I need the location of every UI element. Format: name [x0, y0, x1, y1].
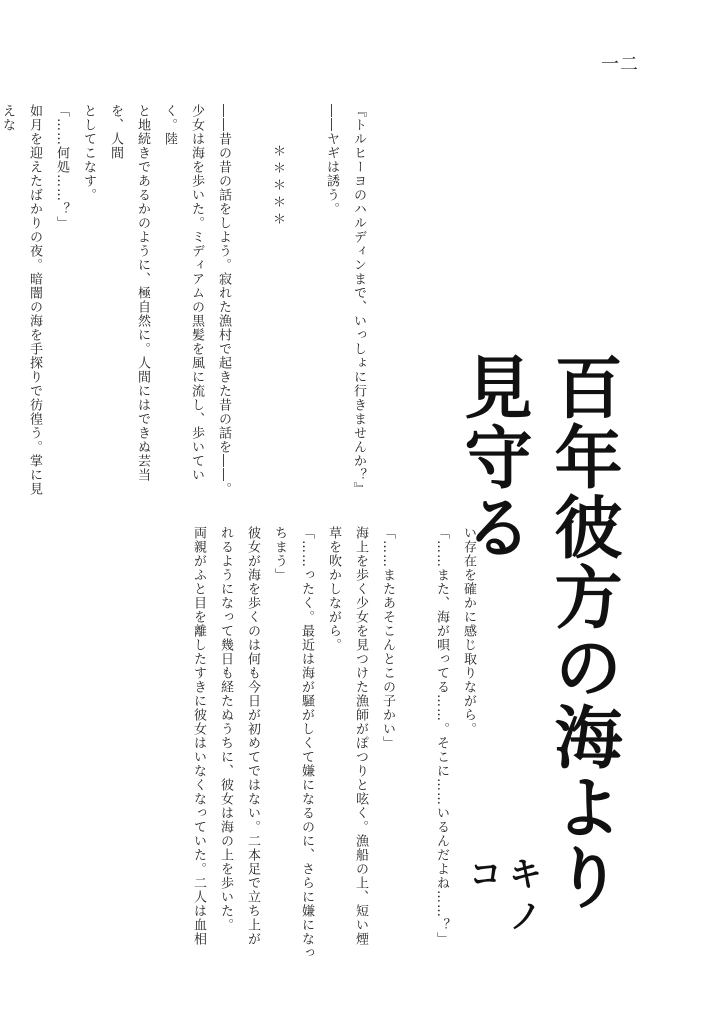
- text-line: 「……またあそこんとこの子かい」: [380, 526, 395, 750]
- text-line: 「……ったく。最近は海が騒がしくて嫌になるのに、さらに嫌になっ: [299, 526, 314, 960]
- page-number: 一二: [601, 54, 639, 75]
- author-name: キノコ: [462, 856, 542, 940]
- text-line: ――ヤギは誘う。: [324, 104, 339, 216]
- text-line: としてこなす。: [81, 104, 96, 202]
- text-line: 草を吹かしながら。: [326, 526, 341, 652]
- text-line: と地続きであるかのように、極自然に。人間にはできぬ芸当を、人間: [108, 104, 150, 482]
- text-line: 彼女が海を歩くのは何も今日が初めてではない。二本足で立ち上が: [245, 526, 260, 946]
- text-line: 「……また、海が唄ってる……。そこに……いるんだよね……？」: [434, 526, 449, 946]
- text-line: 海上を歩く少女を見つけた漁師がぽつりと呟く。漁船の上、短い煙: [353, 526, 368, 946]
- text-line: 『トルヒーヨのハルディンまで、いっしょに行きませんか？』: [351, 104, 366, 496]
- lower-text-block: [82, 526, 482, 978]
- text-line: [401, 526, 428, 978]
- text-line: ちまう」: [272, 526, 287, 582]
- text-line: 少女は海を歩いた。ミディアムの黒髪を風に流し、歩いていく。陸: [162, 104, 204, 482]
- text-line: [291, 104, 318, 504]
- upper-text-block: [0, 104, 372, 504]
- story-title: 百年彼方の海より見守る: [453, 352, 623, 912]
- text-line: 両親がふと目を離したすきに彼女はいなくなっていた。二人は血相: [191, 526, 206, 946]
- text-line: [237, 104, 264, 504]
- section-break: ＊＊＊＊＊: [270, 144, 285, 229]
- text-line: 如月を迎えたばかりの夜。暗闇の海を手探りで彷徨う。掌に見えな: [0, 104, 42, 496]
- text-line: い存在を確かに感じ取りながら。: [461, 526, 476, 736]
- text-line: れるようになって幾日も経たぬうちに、彼女は海の上を歩いた。: [218, 526, 233, 932]
- text-line: ――昔の昔の話をしよう。寂れた漁村で起きた昔の話を――。: [216, 104, 231, 496]
- text-line: 「……何処……？」: [54, 104, 69, 230]
